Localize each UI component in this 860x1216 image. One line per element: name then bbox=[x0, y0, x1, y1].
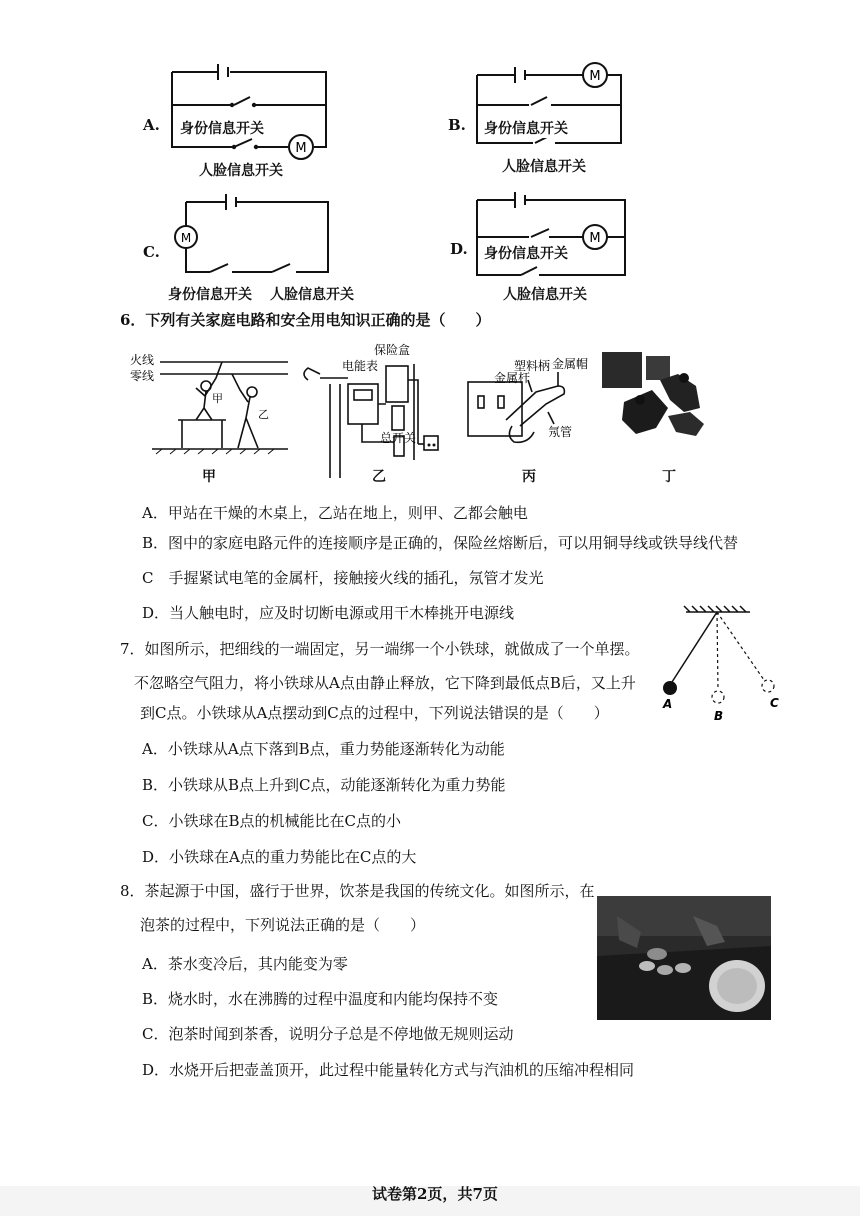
live-wire-label: 火线 bbox=[130, 353, 155, 367]
neon-tube-label: 氖管 bbox=[548, 425, 573, 439]
q5-b-sw1: 身份信息开关 bbox=[484, 118, 568, 138]
neutral-wire-label: 零线 bbox=[130, 369, 155, 383]
q7-option-c: C．小铁球在B点的机械能比在C点的小 bbox=[142, 812, 401, 830]
q7-stem-line-1: 7．如图所示，把细线的一端固定，另一端绑一个小铁球，就做成了一个单摆。 bbox=[120, 640, 640, 658]
motor-symbol: M bbox=[180, 231, 192, 245]
fig-caption-jia: 甲 bbox=[202, 469, 216, 485]
q7-pendulum-figure bbox=[650, 600, 790, 723]
motor-symbol: M bbox=[589, 69, 601, 84]
fuse-box-label: 保险盒 bbox=[374, 343, 411, 357]
main-switch-label: 总开关 bbox=[380, 431, 417, 445]
fig-caption-yi: 乙 bbox=[372, 469, 386, 485]
q8-option-d: D．水烧开后把壶盖顶开，此过程中能量转化方式与汽油机的压缩冲程相同 bbox=[142, 1061, 635, 1079]
q5-d-sw1: 身份信息开关 bbox=[484, 243, 568, 263]
q5-circuit-c bbox=[168, 190, 343, 285]
q5-a-sw2: 人脸信息开关 bbox=[199, 163, 283, 179]
motor-symbol: M bbox=[589, 231, 601, 246]
q5-c-sw2: 人脸信息开关 bbox=[270, 287, 354, 303]
motor-symbol: M bbox=[295, 141, 307, 156]
fig-caption-ding: 丁 bbox=[662, 469, 676, 485]
q6-option-d: D．当人触电时，应及时切断电源或用干木棒挑开电源线 bbox=[142, 604, 515, 622]
q6-figure-jia bbox=[130, 348, 290, 466]
q8-stem-line-2: 泡茶的过程中，下列说法正确的是（ ） bbox=[140, 916, 426, 934]
q7-option-a: A．小铁球从A点下落到B点，重力势能逐渐转化为动能 bbox=[142, 740, 505, 758]
q5-a-sw1: 身份信息开关 bbox=[180, 118, 264, 138]
q8-option-a: A．茶水变冷后，其内能变为零 bbox=[142, 955, 348, 973]
page-footer: 试卷第2页，共7页 bbox=[372, 1185, 498, 1203]
q7-stem-line-3: 到C点。小铁球从A点摆动到C点的过程中，下列说法错误的是（ ） bbox=[140, 704, 609, 722]
q5-c-sw1: 身份信息开关 bbox=[168, 287, 252, 303]
q7-option-d: D．小铁球在A点的重力势能比在C点的大 bbox=[142, 848, 417, 866]
person-jia-label: 甲 bbox=[212, 392, 223, 405]
q8-stem-line-1: 8．茶起源于中国，盛行于世界，饮茶是我国的传统文化。如图所示，在 bbox=[120, 882, 595, 900]
fig-caption-bing: 丙 bbox=[522, 469, 536, 485]
q6-option-a: A．甲站在干燥的木桌上，乙站在地上，则甲、乙都会触电 bbox=[142, 504, 528, 522]
q5-option-d-letter: D. bbox=[450, 240, 468, 258]
energy-meter-label: 电能表 bbox=[342, 359, 379, 373]
q6-figure-ding-photo bbox=[600, 350, 708, 448]
q6-figure-bing bbox=[462, 352, 592, 470]
q7-stem-line-2: 不忽略空气阻力，将小铁球从A点由静止释放，它下降到最低点B后，又上升 bbox=[134, 674, 636, 692]
q6-option-b: B．图中的家庭电路元件的连接顺序是正确的，保险丝熔断后，可以用铜导线或铁导线代替 bbox=[142, 534, 739, 552]
q6-stem: 6．下列有关家庭电路和安全用电知识正确的是（ ） bbox=[120, 311, 491, 329]
tea-photo-image bbox=[597, 896, 771, 1020]
q7-option-b: B．小铁球从B点上升到C点，动能逐渐转化为重力势能 bbox=[142, 776, 506, 794]
q8-option-c: C．泡茶时闻到茶香，说明分子总是不停地做无规则运动 bbox=[142, 1025, 514, 1043]
q5-option-c-letter: C. bbox=[143, 243, 160, 261]
q5-option-a-letter: A. bbox=[143, 116, 160, 134]
point-a-label: A bbox=[663, 697, 673, 711]
metal-cap-label: 金属帽 bbox=[552, 357, 589, 371]
metal-rod-label: 金属杆 bbox=[494, 371, 531, 385]
plastic-handle-label: 塑料柄 bbox=[514, 359, 551, 373]
q6-figure-yi bbox=[300, 340, 450, 480]
q5-option-b-letter: B. bbox=[448, 116, 466, 134]
q8-option-b: B．烧水时，水在沸腾的过程中温度和内能均保持不变 bbox=[142, 990, 499, 1008]
q8-tea-photo bbox=[597, 896, 771, 1020]
point-c-label: C bbox=[770, 696, 779, 710]
q6-option-c: C 手握紧试电笔的金属杆，接触接火线的插孔，氖管才发光 bbox=[142, 569, 544, 587]
point-b-label: B bbox=[714, 709, 724, 723]
q5-d-sw2: 人脸信息开关 bbox=[503, 287, 587, 303]
q5-circuit-d bbox=[465, 185, 635, 285]
person-yi-label: 乙 bbox=[258, 408, 269, 421]
q5-b-sw2: 人脸信息开关 bbox=[502, 159, 586, 175]
